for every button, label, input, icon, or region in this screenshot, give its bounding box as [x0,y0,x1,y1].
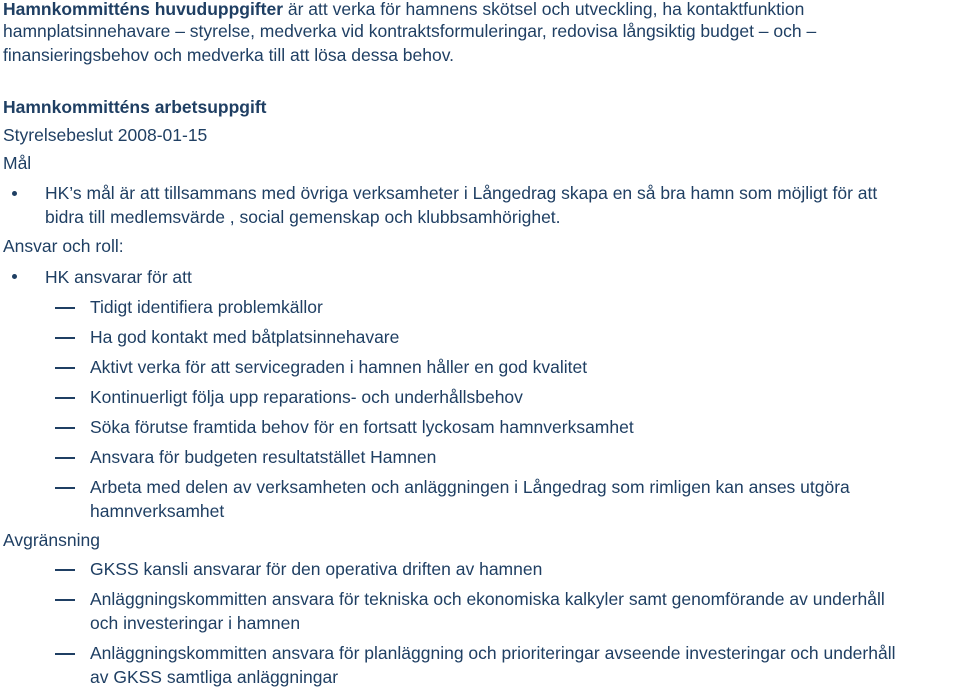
role-bullet: HK ansvarar för att [45,267,192,287]
limit-item-line-1: Anläggningskommitten ansvara för planläggning och prioriteringar avseende investeringar och underhåll [90,643,896,663]
role-item: Tidigt identifiera problemkällor [90,297,323,317]
goal-line-2: bidra till medlemsvärde , social gemenskap och klubbsamhörighet. [45,207,561,227]
dash-icon [55,367,75,369]
intro-line-1 [3,0,804,20]
limit-item-line-2: av GKSS samtliga anläggningar [90,667,339,687]
intro-line-3: finansieringsbehov och medverka till att lösa dessa behov. [3,45,455,65]
section-title: Hamnkommitténs arbetsuppgift [3,97,267,117]
intro-line-2: hamnplatsinnehavare – styrelse, medverka vid kontraktsformuleringar, redovisa långsiktig budget – och – [3,21,817,41]
limit-item: GKSS kansli ansvarar för den operativa driften av hamnen [90,559,543,579]
dash-icon [55,487,75,489]
limit-item-line-2: och investeringar i hamnen [90,613,301,633]
role-item-last-line-1: Arbeta med delen av verksamheten och anläggningen i Långedrag som rimligen kan anses utgöra [90,477,850,497]
dash-icon [55,653,75,655]
intro-bold-title: Hamnkommitténs huvuduppgifter [3,0,284,19]
dash-icon [55,427,75,429]
dash-icon [55,457,75,459]
dash-icon [55,337,75,339]
limit-heading: Avgränsning [3,530,100,550]
bullet-icon [12,191,17,196]
dash-icon [55,307,75,309]
bullet-icon [12,274,17,279]
goal-heading: Mål [3,153,32,173]
role-item-last-line-2: hamnverksamhet [90,501,225,521]
intro-line-1-rest: är att verka för hamnens skötsel och utveckling, ha kontaktfunktion [283,0,805,19]
dash-icon [55,599,75,601]
dash-icon [55,569,75,571]
decision-date: Styrelsebeslut 2008-01-15 [3,125,208,145]
dash-icon [55,397,75,399]
role-item: Ansvara för budgeten resultatstället Hamnen [90,447,437,467]
role-item: Aktivt verka för att servicegraden i hamnen håller en god kvalitet [90,357,588,377]
role-heading: Ansvar och roll: [3,236,124,256]
goal-line-1: HK’s mål är att tillsammans med övriga verksamheter i Långedrag skapa en så bra hamn som möjligt för att [45,183,878,203]
role-item: Kontinuerligt följa upp reparations- och underhållsbehov [90,387,523,407]
role-item: Ha god kontakt med båtplatsinnehavare [90,327,400,347]
role-item: Söka förutse framtida behov för en fortsatt lyckosam hamnverksamhet [90,417,634,437]
limit-item-line-1: Anläggningskommitten ansvara för tekniska och ekonomiska kalkyler samt genomförande av underhåll [90,589,885,609]
